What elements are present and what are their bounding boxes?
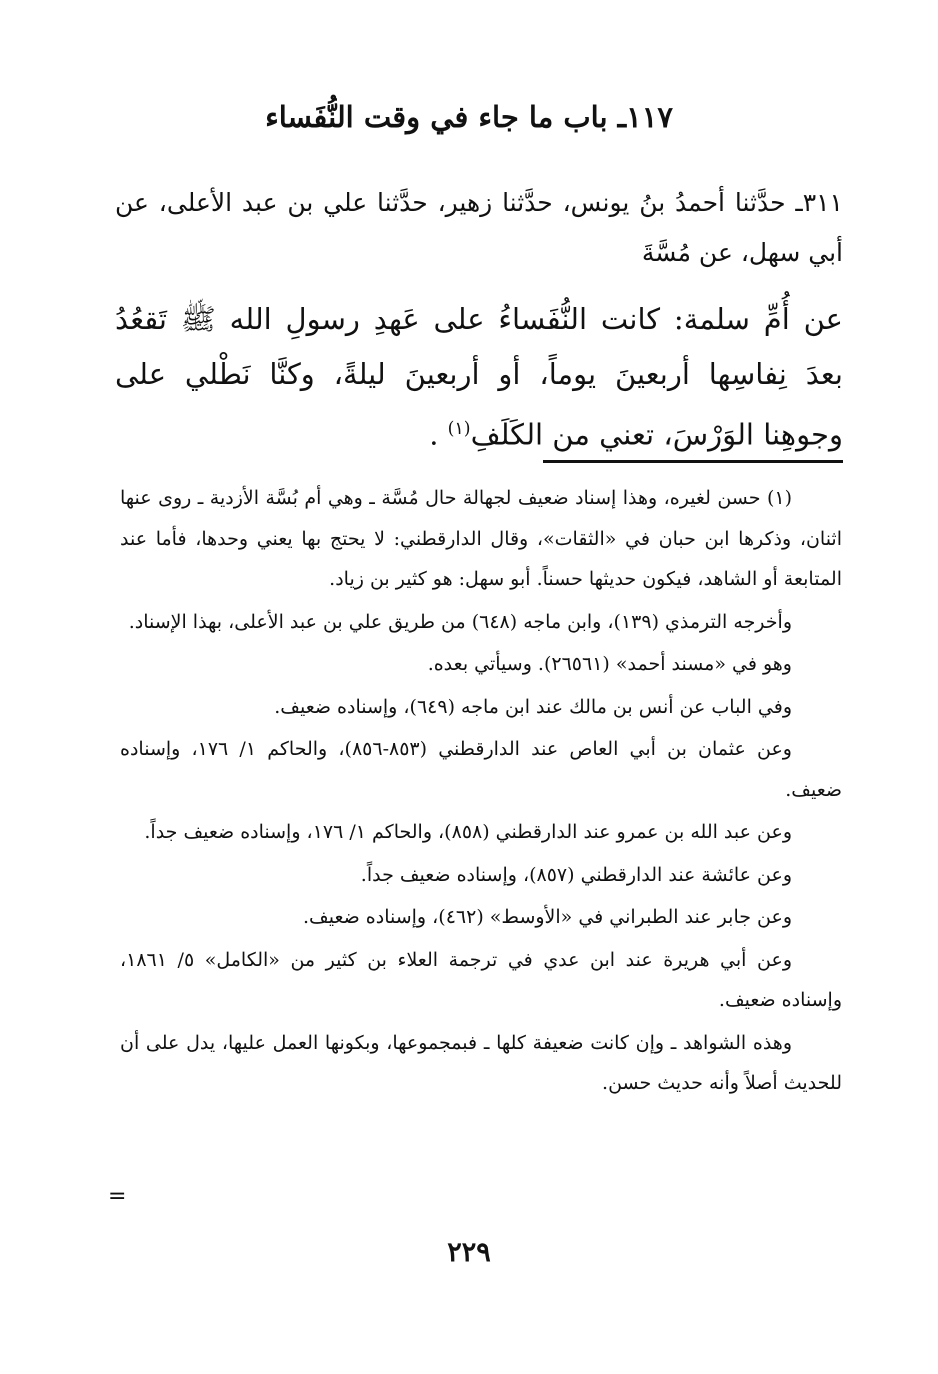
footnote-paragraph: وأخرجه الترمذي (١٣٩)، وابن ماجه (٦٤٨) من طريق علي بن عبد الأعلى، بهذا الإسناد.: [128, 610, 792, 633]
footnote-paragraph: وهذه الشواهد ـ وإن كانت ضعيفة كلها ـ فبمجموعها، وبكونها العمل عليها، يدل على أن للحديث أصلاً وأنه حديث حسن.: [120, 1031, 842, 1094]
hadith-isnad: ٣١١ـ حدَّثنا أحمدُ بنُ يونس، حدَّثنا زهير، حدَّثنا علي بن عبد الأعلى، عن أبي سهل، عن مُسَّةَ: [115, 188, 843, 267]
footnote-paragraph: وفي الباب عن أنس بن مالك عند ابن ماجه (٦٤٩)، وإسناده ضعيف.: [274, 695, 792, 718]
footnote-paragraph: وعن عائشة عند الدارقطني (٨٥٧)، وإسناده ضعيف جداً.: [360, 863, 792, 886]
footnote-paragraph: وعن جابر عند الطبراني في «الأوسط» (٤٦٢)، وإسناده ضعيف.: [303, 906, 792, 928]
continuation-mark: =: [108, 1184, 127, 1209]
footnote-reference: (١): [447, 419, 471, 439]
hadith-matn: [115, 292, 843, 463]
footnote-paragraph: وهو في «مسند أحمد» (٢٦٥٦١). وسيأتي بعده.: [427, 653, 792, 675]
footnote-paragraph: (١) حسن لغيره، وهذا إسناد ضعيف لجهالة حال مُسَّة ـ وهي أم بُسَّة الأزدية ـ روى عنها اثنان، وذكرها ابن حبان في «الثقات»، وقال الدارقطني: لا يحتج بها يعني وحدها، فأما عند المتابعة أو الشاهد، فيكون حديثها حسناً. أبو سهل: هو كثير بن زياد.: [120, 487, 842, 590]
chapter-title: ١١٧ـ باب ما جاء في وقت النُّفَساء: [265, 100, 673, 134]
footnote-paragraph: وعن عثمان بن أبي العاص عند الدارقطني (٨٥٣-٨٥٦)، والحاكم ١/ ١٧٦، وإسناده ضعيف.: [120, 738, 842, 801]
page-number: ٢٢٩: [447, 1237, 491, 1268]
hadith-matn-text: عن أُمِّ سلمة: كانت النُّفَساءُ على عَهدِ رسولِ الله ﷺ تَقعُدُ بعدَ نِفاسِها أربعينَ يوماً، أو أربعينَ ليلةً، وكنَّا نَطْلي على وجوهِنا الوَرْسَ، تعني من الكَلَفِ: [115, 302, 843, 452]
footnote-paragraph: وعن عبد الله بن عمرو عند الدارقطني (٨٥٨)، والحاكم ١/ ١٧٦، وإسناده ضعيف جداً.: [144, 821, 792, 843]
hadith-matn-end: .: [429, 417, 439, 452]
footnote-paragraph: وعن أبي هريرة عند ابن عدي في ترجمة العلاء بن كثير من «الكامل» ٥/ ١٨٦١، وإسناده ضعيف.: [120, 948, 842, 1011]
footnote-separator: [543, 460, 843, 463]
footnotes: [120, 478, 842, 1106]
